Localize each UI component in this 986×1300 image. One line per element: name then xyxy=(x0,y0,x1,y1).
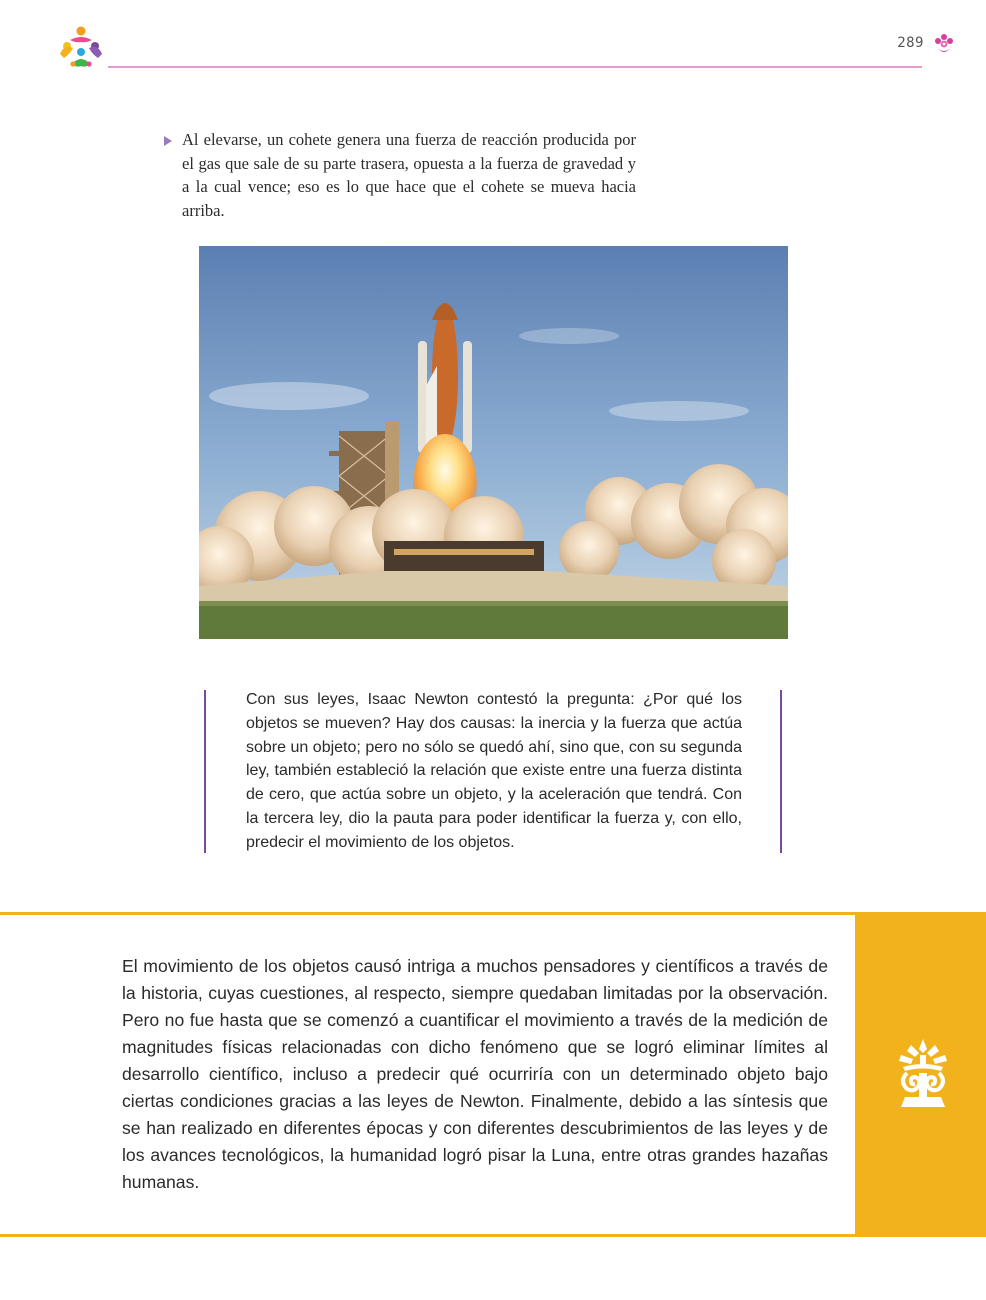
caption-bullet-icon xyxy=(164,136,172,146)
caption-text: Al elevarse, un cohete genera una fuerza de reacción producida por el gas que sale de su parte trasera, opuesta a la fuerza de gravedad y a la cual vence; eso es lo que hace que el cohete se mueva hacia arriba. xyxy=(182,130,636,220)
page-number: 289 xyxy=(897,35,924,51)
quote-right-bar xyxy=(780,690,782,853)
quote-left-bar xyxy=(204,690,206,853)
rocket-launch-photo xyxy=(199,246,788,639)
panel-bottom-border xyxy=(0,1234,986,1237)
pink-flower-icon xyxy=(933,33,955,55)
photo-caption xyxy=(164,128,636,222)
header-rule xyxy=(108,66,922,68)
panel-body-text: El movimiento de los objetos causó intriga a muchos pensadores y científicos a través de la historia, cuyas cuestiones, al respecto, siempre quedaban limitadas por la observación. Pero no fue hasta que se comenzó a cuantificar el movimiento a través de la medición de magnitudes físicas relacionadas con dicho fenómeno que se logró eliminar límites al desarrollo científico, incluso a predecir qué ocurriría con un determinado objeto bajo ciertas condiciones gracias a las leyes de Newton. Finalmente, debido a las síntesis que se han realizado en diferentes épocas y con diferentes descubrimientos de las leyes y de los avances tecnológicos, la humanidad logró pisar la Luna, entre otras grandes hazañas humanas. xyxy=(122,956,828,1192)
white-tree-emblem-icon xyxy=(893,1037,953,1109)
panel-top-border xyxy=(0,912,986,915)
colorful-figures-logo-icon xyxy=(56,24,106,70)
newton-quote-text: Con sus leyes, Isaac Newton contestó la pregunta: ¿Por qué los objetos se mueven? Hay dos causas: la inercia y la fuerza que actúa sobre un objeto; pero no sólo se quedó ahí, sino que, con su segunda ley, también estableció la relación que existe entre una fuerza distinta de cero, que actúa sobre un objeto, y la aceleración que tendrá. Con la tercera ley, dio la pauta para poder identificar la fuerza y, con ello, predecir el movimiento de los objetos. xyxy=(246,691,742,851)
